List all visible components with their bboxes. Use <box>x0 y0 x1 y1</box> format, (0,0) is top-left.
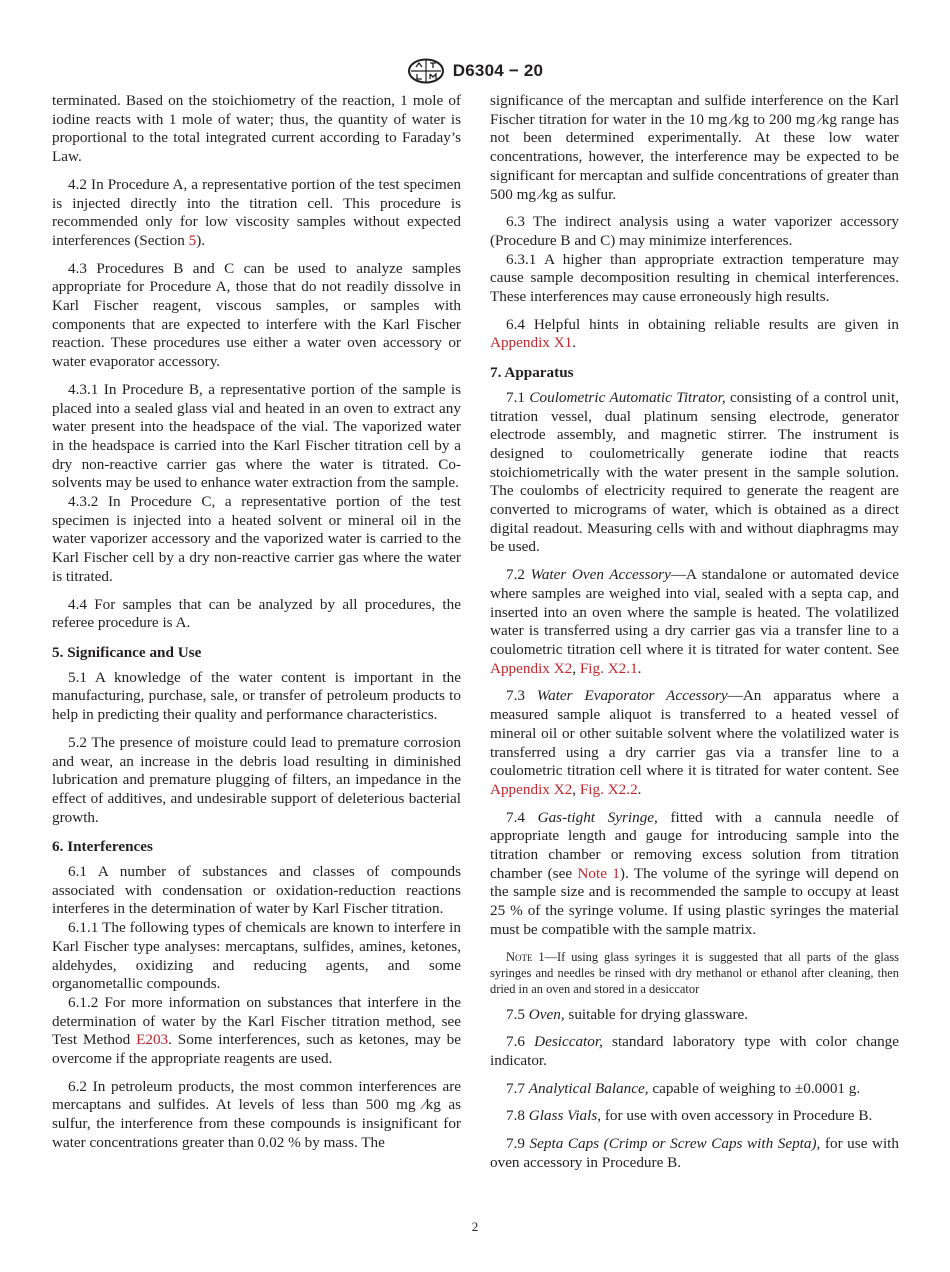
item-term: Desiccator, <box>534 1033 603 1051</box>
item-number: 7.6 <box>506 1033 535 1051</box>
paragraph-6-1-1: 6.1.1 The following types of chemicals are known to interfere in Karl Fischer type analyses: mercaptans, sulfides, amines, ketones, aldehydes, oxidizing and reducing agents, and some organometallic compounds. <box>52 919 461 993</box>
item-text: —A standalone or automated device where samples are weighed into vial, sealed with a septa cap, and inserted into an oven where the sample is heated. The volatilized water is transferred using a dry carrier gas via a transfer line to a coulometric titration cell where it is titrated for water content. See <box>490 566 899 658</box>
paragraph-4-3: 4.3 Procedures B and C can be used to analyze samples appropriate for Procedure A, those that do not readily dissolve in Karl Fischer reagent, viscous samples, or samples with components that are expected to interfere with the Karl Fischer reaction. These procedures use either a water oven accessory or water evaporator accessory. <box>52 259 461 371</box>
fig-x2-1-link[interactable]: Fig. X2.1 <box>579 659 638 677</box>
paragraph-7-4 <box>490 809 899 940</box>
item-term: Gas-tight Syringe, <box>537 808 658 826</box>
paragraph-7-9 <box>490 1135 899 1172</box>
paragraph-6-1-2 <box>52 994 461 1069</box>
item-number: 7.1 <box>506 388 530 406</box>
note-1-link[interactable]: Note 1 <box>577 864 620 882</box>
paragraph-4-4: 4.4 For samples that can be analyzed by all procedures, the referee procedure is A. <box>52 595 461 632</box>
item-text: consisting of a control unit, titration vessel, dual platinum sensing electrode, generator electrode assembly, and magnetic stirrer. The instrument is designed to coulometrically generate iodine that reacts stoichiometrically with the water present in the sample solution. The coulombs of electricity required to generate the reagent are converted to micrograms of water, which is obtained as a direct digital readout. Measuring cells with and without diaphragms may be used. <box>490 388 899 556</box>
paragraph-text: ). <box>196 231 206 249</box>
paragraph-4-3-2: 4.3.2 In Procedure C, a representative portion of the test specimen is injected into a heated solvent or mineral oil in the water vaporizer accessory and the vaporized water is carried to the Karl Fischer cell by a dry non-reactive carrier gas where the water is titrated. <box>52 493 461 585</box>
paragraph-6-4 <box>490 316 899 353</box>
paragraph-6-3-1: 6.3.1 A higher than appropriate extraction temperature may cause sample decomposition resulting in chemical interferences. These interferences may cause erroneously high results. <box>490 250 899 306</box>
item-text: fitted with a cannula needle of appropriate length and gauge for introducing sample into the titration chamber or removing excess solution from titration chamber (see <box>490 808 899 882</box>
item-term: Water Evaporator Accessory <box>536 687 728 705</box>
item-text: for use with oven accessory in Procedure B. <box>490 1135 899 1171</box>
item-number: 7.7 <box>506 1079 529 1097</box>
item-term: Glass Vials, <box>528 1107 602 1125</box>
section-5-link[interactable]: 5 <box>188 231 197 249</box>
paragraph-6-2: 6.2 In petroleum products, the most common interferences are mercaptans and sulfides. At levels of less than 500 mg ⁄kg as sulfur, the interference from these compounds is insignificant for water concentrations greater than 0.02 % by mass. The <box>52 1077 461 1151</box>
paragraph-7-5 <box>490 1006 899 1025</box>
page-header <box>0 56 950 86</box>
e203-link[interactable]: E203 <box>136 1031 169 1049</box>
paragraph-6-1: 6.1 A number of substances and classes of compounds associated with condensation or oxidation-reduction reactions interferes in the determination of water by Karl Fischer titration. <box>52 863 461 918</box>
paragraph-7-2 <box>490 566 899 678</box>
appendix-x1-link[interactable]: Appendix X1 <box>490 334 573 352</box>
separator: , <box>572 780 580 798</box>
paragraph-4-3-1: 4.3.1 In Procedure B, a representative portion of the sample is placed into a sealed glass vial and heated in an oven to extract any water present into the headspace of the vial. The vaporized water in the headspace is carried into the Karl Fischer titration cell by a dry non-reactive carrier gas where the water is titrated. Co-solvents may be used to enhance water extraction from the sample. <box>52 380 461 492</box>
item-number: 7.5 <box>506 1005 529 1023</box>
document-designation: D6304 − 20 <box>452 61 544 80</box>
right-column <box>490 92 899 1181</box>
item-number: 7.9 <box>506 1135 530 1153</box>
section-heading-7: 7. Apparatus <box>490 364 574 382</box>
item-number: 7.3 <box>506 687 537 705</box>
item-text: for use with oven accessory in Procedure B. <box>601 1107 873 1125</box>
item-number: 7.8 <box>506 1107 529 1125</box>
paragraph-7-6 <box>490 1033 899 1070</box>
fig-x2-2-link[interactable]: Fig. X2.2 <box>579 780 638 798</box>
note-text: —If using glass syringes it is suggested that all parts of the glass syringes and needles be rinsed with dry methanol or ethanol after cleaning, then dried in an oven and stored in a desiccator <box>490 949 899 996</box>
astm-logo-icon <box>407 58 445 84</box>
paragraph-text: . Some interferences, such as ketones, may be overcome if the appropriate reagents are used. <box>52 1031 461 1068</box>
paragraph-4-2 <box>52 176 461 251</box>
note-1 <box>490 949 899 997</box>
left-column <box>52 92 461 1162</box>
paragraph-text: 6.4 Helpful hints in obtaining reliable results are given in <box>506 315 899 333</box>
page-number: 2 <box>471 1219 479 1234</box>
appendix-x2-link[interactable]: Appendix X2 <box>490 780 573 798</box>
paragraph-text: . <box>572 334 577 352</box>
paragraph-6-2-continued: significance of the mercaptan and sulfide interference on the Karl Fischer titration for water in the 10 mg ⁄kg to 200 mg ⁄kg range has not been determined experimentally. At these low water concentrations, however, the interference may be expected to be significant for mercaptan and sulfide concentrations of greater than 500 mg ⁄kg as sulfur. <box>490 92 899 203</box>
item-term: Septa Caps (Crimp or Screw Caps with Septa), <box>529 1135 821 1153</box>
item-text: suitable for drying glassware. <box>564 1005 749 1023</box>
item-term: Oven, <box>528 1005 565 1023</box>
paragraph-text: 6.1.2 For more information on substances that interfere in the determination of water by the Karl Fischer titration method, see Test Method <box>52 993 461 1049</box>
separator: , <box>572 659 580 677</box>
item-text: standard laboratory type with color change indicator. <box>490 1033 899 1069</box>
paragraph-7-7 <box>490 1080 899 1099</box>
item-end: . <box>637 659 642 677</box>
section-heading-5: 5. Significance and Use <box>52 643 202 661</box>
item-text: ). The volume of the syringe will depend on the sample size and is recommended the sample to occupy at least 25 % of the syringe volume. If using plastic syringes the material must be compatible with the sample matrix. <box>490 864 899 938</box>
paragraph-terminated: terminated. Based on the stoichiometry of the reaction, 1 mole of iodine reacts with 1 mole of water; thus, the quantity of water is proportional to the total integrated current according to Faraday’s Law. <box>52 92 461 166</box>
item-number: 7.2 <box>506 566 531 584</box>
appendix-x2-link[interactable]: Appendix X2 <box>490 659 573 677</box>
paragraph-5-1: 5.1 A knowledge of the water content is important in the manufacturing, purchase, sale, or transfer of petroleum products to help in predicting their quality and performance characteristics. <box>52 668 461 724</box>
item-term: Coulometric Automatic Titrator, <box>529 388 726 406</box>
note-label: Note 1 <box>506 949 545 964</box>
paragraph-text: 4.2 In Procedure A, a representative portion of the test specimen is injected directly into the titration cell. This procedure is recommended only for low viscosity samples without expected interferences (Section <box>52 175 461 249</box>
paragraph-6-3: 6.3 The indirect analysis using a water vaporizer accessory (Procedure B and C) may minimize interferences. <box>490 213 899 249</box>
item-term: Water Oven Accessory <box>530 566 671 584</box>
item-text: capable of weighing to ±0.0001 g. <box>648 1079 861 1097</box>
paragraph-7-8 <box>490 1107 899 1126</box>
paragraph-7-3 <box>490 687 899 799</box>
paragraph-5-2: 5.2 The presence of moisture could lead to premature corrosion and wear, an increase in the debris load resulting in diminished lubrication and premature plugging of filters, an impedance in the effect of additives, and undesirable support of deleterious bacterial growth. <box>52 733 461 826</box>
item-end: . <box>637 780 642 798</box>
item-number: 7.4 <box>506 808 538 826</box>
item-text: —An apparatus where a measured sample aliquot is transferred to a heated vessel of mineral oil or other suitable solvent where the volatilized water is transferred using a dry carrier gas via a transfer line to a coulometric titration cell where it is titrated for water content. See <box>490 687 899 780</box>
item-term: Analytical Balance, <box>528 1079 649 1097</box>
section-heading-6: 6. Interferences <box>52 838 153 856</box>
paragraph-7-1 <box>490 389 899 557</box>
